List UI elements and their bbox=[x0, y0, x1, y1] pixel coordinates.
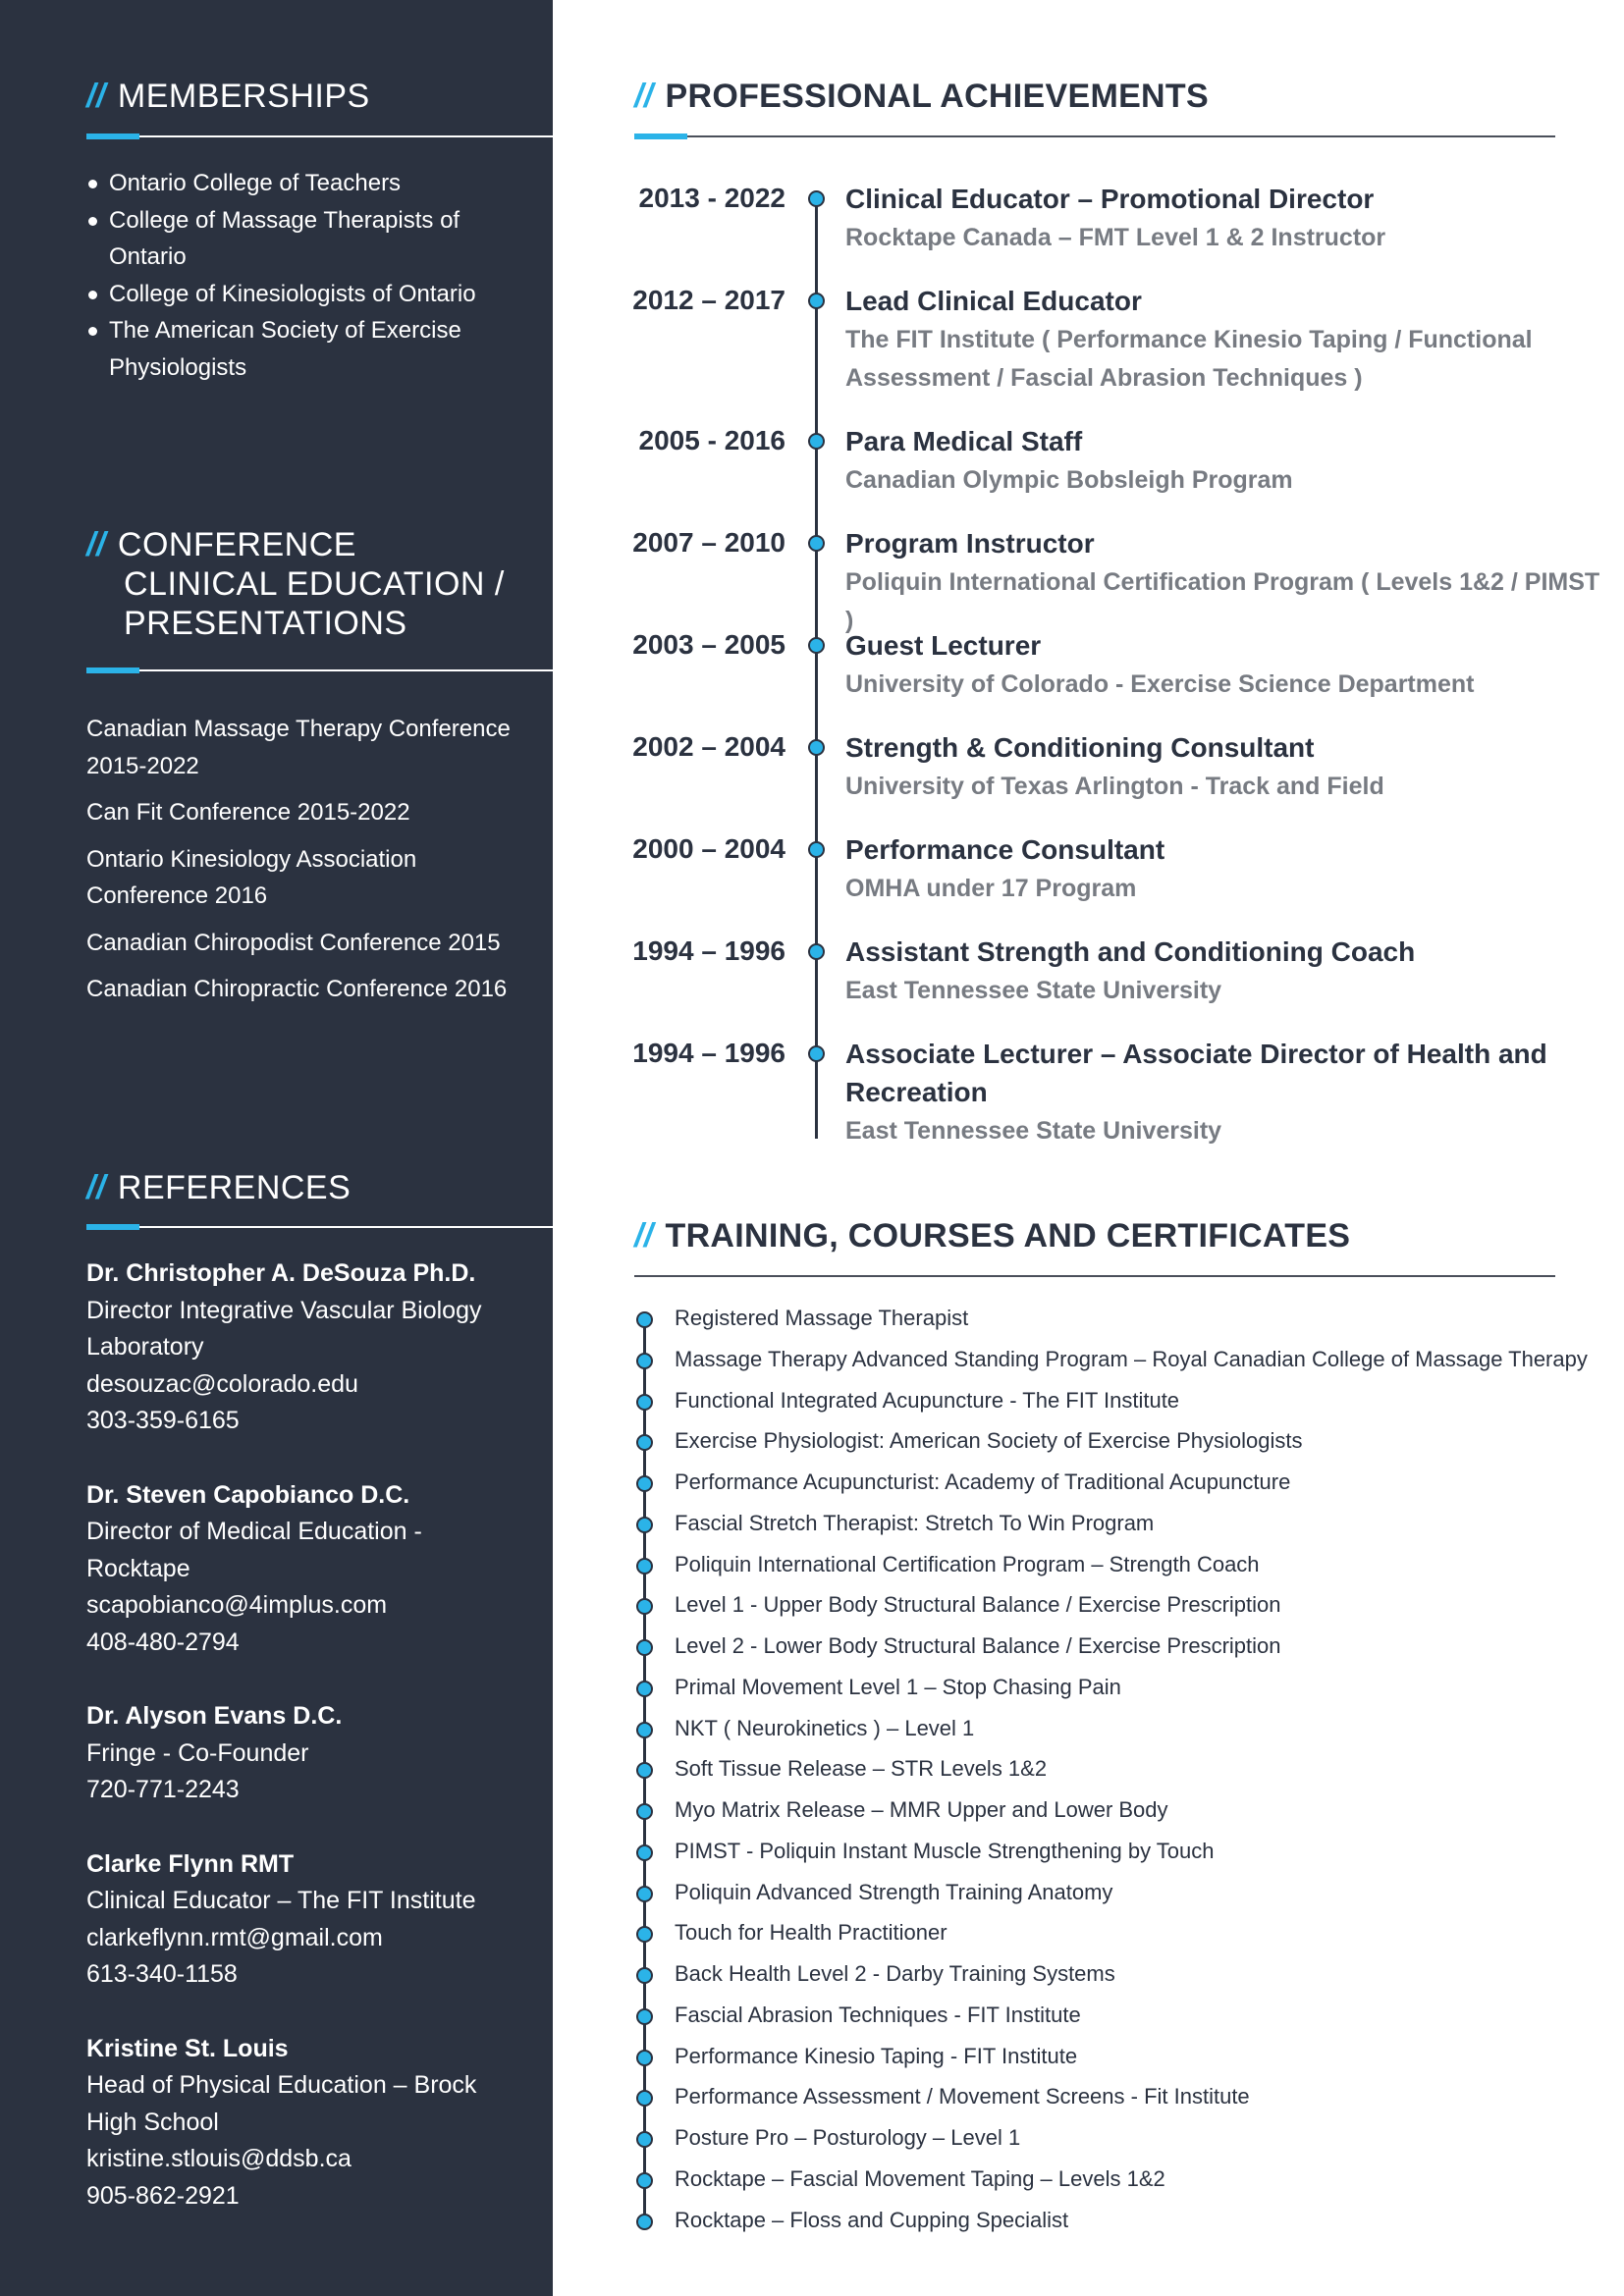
list-item: Canadian Chiropractic Conference 2016 bbox=[86, 976, 508, 1002]
list-item: Can Fit Conference 2015-2022 bbox=[86, 799, 410, 826]
list-item: Poliquin Advanced Strength Training Anatomy bbox=[553, 1875, 1624, 1916]
list-item: Rocktape – Fascial Movement Taping – Levels 1&2 bbox=[553, 2162, 1624, 2203]
timeline-title: Strength & Conditioning Consultant bbox=[845, 732, 1315, 763]
memberships-heading: // MEMBERSHIPS bbox=[86, 78, 370, 115]
timeline-dot-icon bbox=[808, 190, 825, 207]
timeline-dot-icon bbox=[636, 1722, 653, 1738]
heading-slash-icon: // bbox=[634, 78, 654, 115]
timeline-years: 1994 – 1996 bbox=[632, 1038, 785, 1068]
timeline-dot-icon bbox=[808, 841, 825, 858]
reference-phone: 613-340-1158 bbox=[86, 1960, 238, 1988]
list-item: Ontario College of Teachers bbox=[86, 165, 509, 202]
timeline-dot-icon bbox=[808, 1045, 825, 1062]
timeline-dot-icon bbox=[636, 2131, 653, 2148]
list-item: NKT ( Neurokinetics ) – Level 1 bbox=[553, 1711, 1624, 1752]
list-item: Level 2 - Lower Body Structural Balance / Exercise Prescription bbox=[553, 1629, 1624, 1670]
reference-name: Kristine St. Louis bbox=[86, 2034, 289, 2062]
main-content bbox=[553, 0, 1624, 2296]
references-rule bbox=[86, 1226, 553, 1228]
list-item: Level 1 - Upper Body Structural Balance / Exercise Prescription bbox=[553, 1587, 1624, 1629]
list-item: Primal Movement Level 1 – Stop Chasing Pain bbox=[553, 1670, 1624, 1711]
timeline-years: 2003 – 2005 bbox=[632, 629, 785, 660]
reference-phone: 720-771-2243 bbox=[86, 1776, 240, 1803]
timeline-dot-icon bbox=[636, 1803, 653, 1820]
reference-entry bbox=[86, 1477, 528, 1662]
list-item: Touch for Health Practitioner bbox=[553, 1915, 1624, 1956]
list-item: Rocktape – Floss and Cupping Specialist bbox=[553, 2203, 1624, 2244]
timeline-subtitle: OMHA under 17 Program bbox=[845, 875, 1137, 902]
timeline-dot-icon bbox=[636, 1762, 653, 1779]
timeline-dot-icon bbox=[808, 293, 825, 309]
heading-slash-icon: // bbox=[86, 1169, 106, 1206]
bullet-icon bbox=[88, 327, 97, 336]
list-item: Back Health Level 2 - Darby Training Systems bbox=[553, 1956, 1624, 1998]
timeline-dot-icon bbox=[808, 739, 825, 756]
timeline-dot-icon bbox=[636, 1926, 653, 1943]
timeline-subtitle: East Tennessee State University bbox=[845, 1117, 1222, 1145]
reference-email[interactable]: desouzac@colorado.edu bbox=[86, 1369, 358, 1398]
timeline-dot-icon bbox=[636, 2050, 653, 2066]
timeline-years: 2012 – 2017 bbox=[632, 285, 785, 315]
list-item: Fascial Abrasion Techniques - FIT Institute bbox=[553, 1998, 1624, 2039]
list-item: Performance Acupuncturist: Academy of Traditional Acupuncture bbox=[553, 1465, 1624, 1506]
timeline-dot-icon bbox=[636, 2172, 653, 2189]
list-item: Canadian Chiropodist Conference 2015 bbox=[86, 929, 501, 956]
timeline-title: Lead Clinical Educator bbox=[845, 286, 1142, 316]
heading-slash-icon: // bbox=[86, 78, 106, 115]
timeline-dot-icon bbox=[808, 535, 825, 552]
list-item: Posture Pro – Posturology – Level 1 bbox=[553, 2120, 1624, 2162]
training-list bbox=[553, 1301, 1624, 2243]
list-item: Registered Massage Therapist bbox=[553, 1301, 1624, 1342]
memberships-rule bbox=[86, 135, 553, 137]
list-item: Canadian Massage Therapy Conference 2015-2022 bbox=[86, 716, 511, 779]
timeline-title: Clinical Educator – Promotional Director bbox=[845, 184, 1375, 214]
reference-entry bbox=[86, 1698, 528, 1809]
bullet-icon bbox=[88, 180, 97, 188]
timeline-dot-icon bbox=[636, 1311, 653, 1328]
sidebar bbox=[0, 0, 553, 2296]
timeline-subtitle: University of Texas Arlington - Track and Field bbox=[845, 773, 1384, 800]
timeline-subtitle: East Tennessee State University bbox=[845, 977, 1222, 1004]
timeline-dot-icon bbox=[636, 1886, 653, 1902]
timeline-years: 2005 - 2016 bbox=[638, 425, 785, 455]
reference-role: Clinical Educator – The FIT Institute bbox=[86, 1887, 476, 1914]
reference-entry bbox=[86, 1255, 528, 1440]
list-item: Performance Assessment / Movement Screens - Fit Institute bbox=[553, 2079, 1624, 2120]
list-item: The American Society of Exercise Physiologists bbox=[86, 312, 509, 386]
timeline-title: Performance Consultant bbox=[845, 834, 1165, 865]
list-item: PIMST - Poliquin Instant Muscle Strengthening by Touch bbox=[553, 1834, 1624, 1875]
achievements-rule bbox=[634, 135, 1555, 137]
training-heading: // TRAINING, COURSES AND CERTIFICATES bbox=[634, 1217, 1351, 1255]
reference-email[interactable]: scapobianco@4implus.com bbox=[86, 1591, 388, 1619]
reference-name: Clarke Flynn RMT bbox=[86, 1849, 295, 1878]
achievements-heading: // PROFESSIONAL ACHIEVEMENTS bbox=[634, 78, 1209, 115]
timeline-years: 2000 – 2004 bbox=[632, 833, 785, 864]
timeline-dot-icon bbox=[636, 1639, 653, 1656]
reference-phone: 905-862-2921 bbox=[86, 2181, 240, 2210]
list-item: Fascial Stretch Therapist: Stretch To Win Program bbox=[553, 1506, 1624, 1547]
timeline-dot-icon bbox=[636, 1353, 653, 1369]
reference-phone: 303-359-6165 bbox=[86, 1407, 240, 1434]
heading-slash-icon: // bbox=[634, 1217, 654, 1255]
timeline-dot-icon bbox=[636, 1844, 653, 1861]
timeline-dot-icon bbox=[636, 1558, 653, 1575]
reference-role: Director of Medical Education - Rocktape bbox=[86, 1518, 422, 1582]
timeline-dot-icon bbox=[636, 2090, 653, 2107]
references-list bbox=[86, 1255, 528, 2252]
reference-email[interactable]: kristine.stlouis@ddsb.ca bbox=[86, 2145, 352, 2172]
timeline-years: 2007 – 2010 bbox=[632, 527, 785, 558]
timeline-dot-icon bbox=[808, 943, 825, 960]
list-item: College of Kinesiologists of Ontario bbox=[86, 276, 509, 313]
reference-name: Dr. Steven Capobianco D.C. bbox=[86, 1480, 410, 1509]
reference-name: Dr. Alyson Evans D.C. bbox=[86, 1702, 343, 1730]
conference-heading: // CONFERENCE CLINICAL EDUCATION / PRESENTATIONS bbox=[86, 526, 505, 642]
timeline-subtitle: Poliquin International Certification Program ( Levels 1&2 / PIMST ) bbox=[845, 568, 1600, 634]
timeline-dot-icon bbox=[636, 1681, 653, 1697]
references-heading: // REFERENCES bbox=[86, 1169, 352, 1206]
reference-phone: 408-480-2794 bbox=[86, 1628, 240, 1656]
timeline-years: 2002 – 2004 bbox=[632, 731, 785, 762]
timeline-years: 2013 - 2022 bbox=[638, 183, 785, 213]
timeline-line bbox=[815, 201, 818, 1139]
reference-entry bbox=[86, 2031, 528, 2216]
timeline-dot-icon bbox=[636, 1475, 653, 1492]
conference-list bbox=[86, 711, 538, 1018]
timeline-dot-icon bbox=[636, 1434, 653, 1451]
timeline-subtitle: University of Colorado - Exercise Science Department bbox=[845, 670, 1475, 698]
heading-slash-icon: // bbox=[86, 526, 106, 563]
timeline-title: Assistant Strength and Conditioning Coach bbox=[845, 936, 1416, 967]
timeline-dot-icon bbox=[808, 637, 825, 654]
reference-role: Head of Physical Education – Brock High School bbox=[86, 2071, 477, 2136]
timeline-subtitle: Rocktape Canada – FMT Level 1 & 2 Instructor bbox=[845, 224, 1386, 251]
reference-email[interactable]: clarkeflynn.rmt@gmail.com bbox=[86, 1923, 383, 1951]
reference-name: Dr. Christopher A. DeSouza Ph.D. bbox=[86, 1259, 476, 1287]
reference-role: Fringe - Co-Founder bbox=[86, 1738, 309, 1767]
training-rule bbox=[634, 1275, 1555, 1277]
timeline-dot-icon bbox=[636, 2214, 653, 2230]
timeline-title: Program Instructor bbox=[845, 528, 1095, 559]
timeline-dot-icon bbox=[636, 1517, 653, 1533]
timeline-subtitle: Canadian Olympic Bobsleigh Program bbox=[845, 466, 1293, 494]
timeline-title: Para Medical Staff bbox=[845, 426, 1083, 456]
list-item: Exercise Physiologist: American Society of Exercise Physiologists bbox=[553, 1423, 1624, 1465]
timeline-dot-icon bbox=[636, 2008, 653, 2025]
timeline-dot-icon bbox=[636, 1394, 653, 1411]
timeline-dot-icon bbox=[808, 433, 825, 450]
list-item: Massage Therapy Advanced Standing Program – Royal Canadian College of Massage Therapy bbox=[553, 1342, 1624, 1383]
bullet-icon bbox=[88, 291, 97, 299]
list-item: Soft Tissue Release – STR Levels 1&2 bbox=[553, 1751, 1624, 1792]
memberships-list bbox=[86, 165, 509, 386]
timeline-title: Associate Lecturer – Associate Director of Health and Recreation bbox=[845, 1039, 1547, 1107]
list-item: Performance Kinesio Taping - FIT Institute bbox=[553, 2039, 1624, 2080]
timeline-dot-icon bbox=[636, 1967, 653, 1984]
list-item: Poliquin International Certification Program – Strength Coach bbox=[553, 1547, 1624, 1588]
list-item: Ontario Kinesiology Association Conference 2016 bbox=[86, 845, 417, 909]
list-item: Functional Integrated Acupuncture - The FIT Institute bbox=[553, 1383, 1624, 1424]
timeline-years: 1994 – 1996 bbox=[632, 935, 785, 966]
timeline-title: Guest Lecturer bbox=[845, 630, 1042, 661]
timeline-subtitle: The FIT Institute ( Performance Kinesio Taping / Functional Assessment / Fascial Abrasion Techniques ) bbox=[845, 326, 1533, 392]
list-item: Myo Matrix Release – MMR Upper and Lower Body bbox=[553, 1792, 1624, 1834]
conference-rule bbox=[86, 669, 553, 671]
list-item: College of Massage Therapists of Ontario bbox=[86, 202, 509, 276]
reference-role: Director Integrative Vascular Biology Laboratory bbox=[86, 1296, 482, 1361]
timeline-dot-icon bbox=[636, 1598, 653, 1615]
bullet-icon bbox=[88, 217, 97, 226]
reference-entry bbox=[86, 1846, 528, 1994]
